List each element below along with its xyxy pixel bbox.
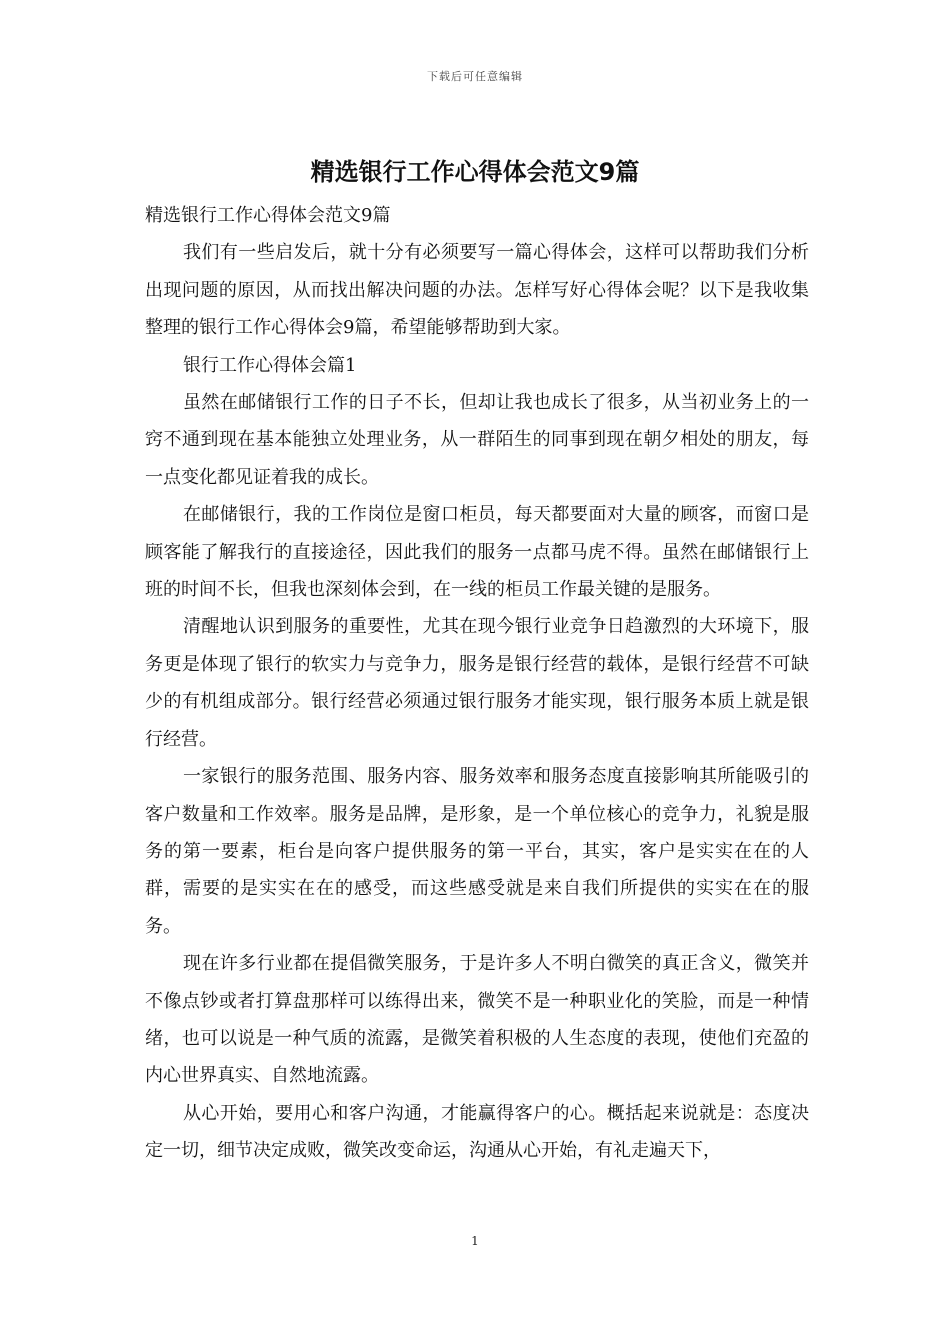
document-subtitle: 精选银行工作心得体会范文9篇 (145, 205, 391, 226)
section-heading: 银行工作心得体会篇1 (183, 354, 357, 376)
paragraph: 从心开始，要用心和客户沟通，才能赢得客户的心。概括起来说就是：态度决定一切，细节决定成败，微笑改变命运，沟通从心开始，有礼走遍天下， (145, 1102, 809, 1162)
page-header-note: 下载后可任意编辑 (427, 70, 523, 83)
paragraph: 现在许多行业都在提倡微笑服务，于是许多人不明白微笑的真正含义，微笑并不像点钞或者打算盘那样可以练得出来，微笑不是一种职业化的笑脸，而是一种情绪，也可以说是一种气质的流露，是微笑着积极的人生态度的表现，使他们充盈的内心世界真实、自然地流露。 (145, 953, 809, 1087)
paragraph: 清醒地认识到服务的重要性，尤其在现今银行业竞争日趋激烈的大环境下，服务更是体现了银行的软实力与竞争力，服务是银行经营的载体，是银行经营不可缺少的有机组成部分。银行经营必须通过银行服务才能实现，银行服务本质上就是银行经营。 (145, 616, 809, 750)
document-title: 精选银行工作心得体会范文9篇 (310, 158, 640, 186)
paragraph: 在邮储银行，我的工作岗位是窗口柜员，每天都要面对大量的顾客，而窗口是顾客能了解我行的直接途径，因此我们的服务一点都马虎不得。虽然在邮储银行上班的时间不长，但我也深刻体会到，在一线的柜员工作最关键的是服务。 (145, 504, 809, 601)
paragraph: 一家银行的服务范围、服务内容、服务效率和服务态度直接影响其所能吸引的客户数量和工作效率。服务是品牌，是形象，是一个单位核心的竞争力，礼貌是服务的第一要素，柜台是向客户提供服务的第一平台，其实，客户是实实在在的人群，需要的是实实在在的感受，而这些感受就是来自我们所提供的实实在在的服务。 (145, 766, 809, 937)
paragraph-intro: 我们有一些启发后，就十分有必须要写一篇心得体会，这样可以帮助我们分析出现问题的原因，从而找出解决问题的办法。怎样写好心得体会呢？以下是我收集整理的银行工作心得体会9篇，希望能够帮助到大家。 (145, 242, 809, 339)
paragraph: 虽然在邮储银行工作的日子不长，但却让我也成长了很多，从当初业务上的一窍不通到现在基本能独立处理业务，从一群陌生的同事到现在朝夕相处的朋友，每一点变化都见证着我的成长。 (145, 392, 809, 488)
document-body (145, 197, 809, 1170)
page-number: 1 (471, 1234, 479, 1248)
